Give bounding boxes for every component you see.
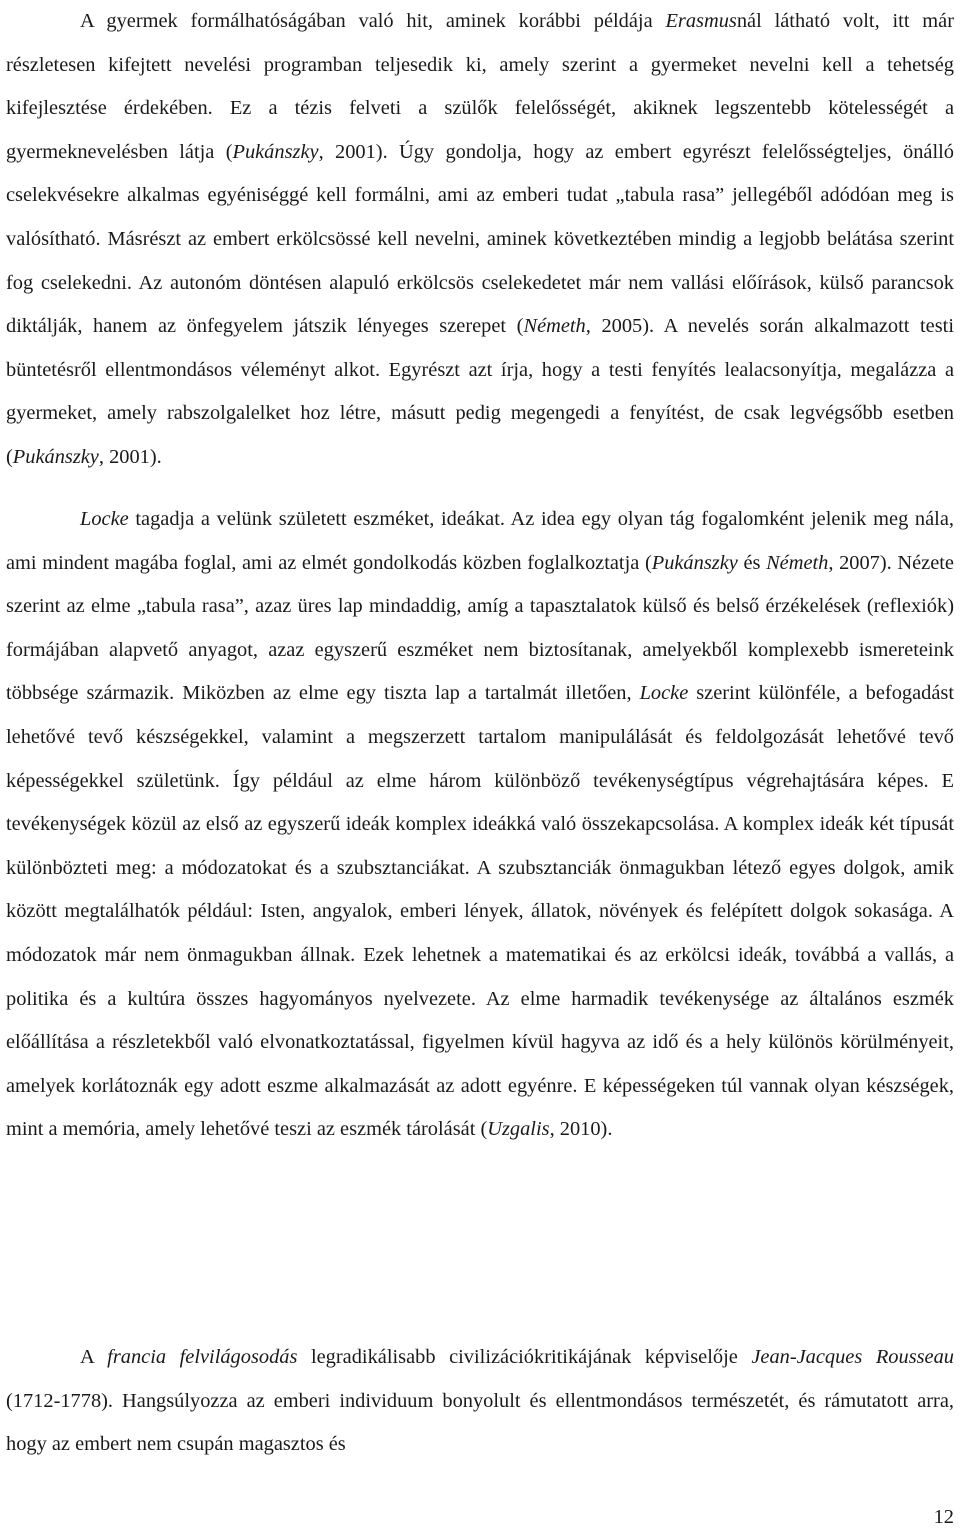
paragraph-3 (6, 1336, 954, 1467)
text-run: A gyermek formálhatóságában való hit, aminek korábbi példája (80, 10, 666, 32)
text-run: A (80, 1346, 108, 1368)
italic-text-run: Locke (80, 508, 129, 530)
text-run: , 2010). (549, 1118, 613, 1141)
page-number: 12 (933, 1506, 954, 1528)
italic-text-run: Németh (766, 551, 829, 574)
italic-text-run: francia felvilágosodás (107, 1346, 298, 1368)
italic-text-run: Erasmus (665, 10, 737, 32)
text-run: , 2001). (98, 445, 162, 468)
italic-text-run: Uzgalis (487, 1118, 550, 1141)
text-run: , 2001). Úgy gondolja, hogy az embert egyrészt felelősségteljes, önálló cselekvésekre alkalmas egyéniséggé kell formálni, ami az emberi tudat „tabula rasa” jellegéből adódóan meg is valósítható. Másrészt az embert erkölcsössé kell nevelni, aminek következtében mindig a legjobb belátása szerint fog cselekedni. Az autonóm döntésen alapuló erkölcsös cselekedetet már nem vallási előírások, külső parancsok diktálják, hanem az önfegyelem játszik lényeges szerepet ( (6, 140, 954, 338)
italic-text-run: Jean-Jacques Rousseau (751, 1346, 955, 1368)
paragraph-1 (6, 0, 954, 480)
italic-text-run: Pukánszky (12, 445, 99, 468)
paragraph-2 (6, 498, 954, 1152)
text-run: szerint különféle, a befogadást lehetővé tevő készségekkel, valamint a megszerzett tartalom manipulálását és feldolgozását lehetővé tevő képességekkel születünk. Így például az elme három különböző tevékenységtípus végrehajtására képes. E tevékenységek közül az első az egyszerű ideák komplex ideákká való összekapcsolása. A komplex ideák két típusát különbözteti meg: a módozatokat és a szubsztanciákat. A szubsztanciák önmagukban létező egyes dolgok, amik között megtalálhatók például: Isten, angyalok, emberi lények, állatok, növények és felépített dolgok sokasága. A módozatok már nem önmagukban állnak. Ezek lehetnek a matematikai és az erkölcsi ideák, továbbá a vallás, a politika és a kultúra összes hagyományos nyelvezete. Az elme harmadik tevékenysége az általános eszmék előállítása a részletekből való elvonatkoztatással, figyelmen kívül hagyva az idő és a hely különös körülményeit, amelyek korlátoznák egy adott eszme alkalmazását az adott egyénre. E képességeken túl vannak olyan készségek, mint a memória, amely lehetővé teszi az eszmék tárolását ( (6, 682, 954, 1141)
italic-text-run: Pukánszky (651, 551, 738, 574)
italic-text-run: Németh (523, 315, 586, 338)
text-run: nál látható volt, itt már részletesen kifejtett nevelési programban teljesedik ki, amely szerint a gyermeket nevelni kell a tehetség kifejlesztése érdekében. Ez a tézis felveti a szülők felelősségét, akiknek legszentebb kötelességét a gyermeknevelésben látja ( (6, 10, 954, 163)
text-run: legradikálisabb civilizációkritikájának képviselője (297, 1346, 752, 1368)
text-run: tagadja a velünk született eszméket, ideákat. Az idea egy olyan tág fogalomként jelenik meg nála, ami mindent magába foglal, ami az elmét gondolkodás közben foglalkoztatja ( (6, 508, 954, 574)
italic-text-run: Locke (639, 682, 689, 705)
italic-text-run: Pukánszky (232, 140, 319, 163)
text-run: és (737, 551, 767, 574)
text-run: (1712-1778). Hangsúlyozza az emberi individuum bonyolult és ellentmondásos természetét, és rámutatott arra, hogy az embert nem csupán magasztos és (6, 1389, 954, 1456)
text-run: , 2005). A nevelés során alkalmazott testi büntetésről ellentmondásos véleményt alkot. Egyrészt azt írja, hogy a testi fenyítés lealacsonyítja, megalázza a gyermeket, amely rabszolgalelket hoz létre, másutt pedig megengedi a fenyítést, de csak legvégsőbb esetben ( (6, 315, 954, 468)
text-run: , 2007). Nézete szerint az elme „tabula rasa”, azaz üres lap mindaddig, amíg a tapasztalatok külső és belső érzékelések (reflexiók) formájában alapvető anyagot, azaz egyszerű eszméket nem biztosítanak, amelyekből komplexebb ismereteink többsége származik. Miközben az elme egy tiszta lap a tartalmát illetően, (6, 551, 954, 705)
